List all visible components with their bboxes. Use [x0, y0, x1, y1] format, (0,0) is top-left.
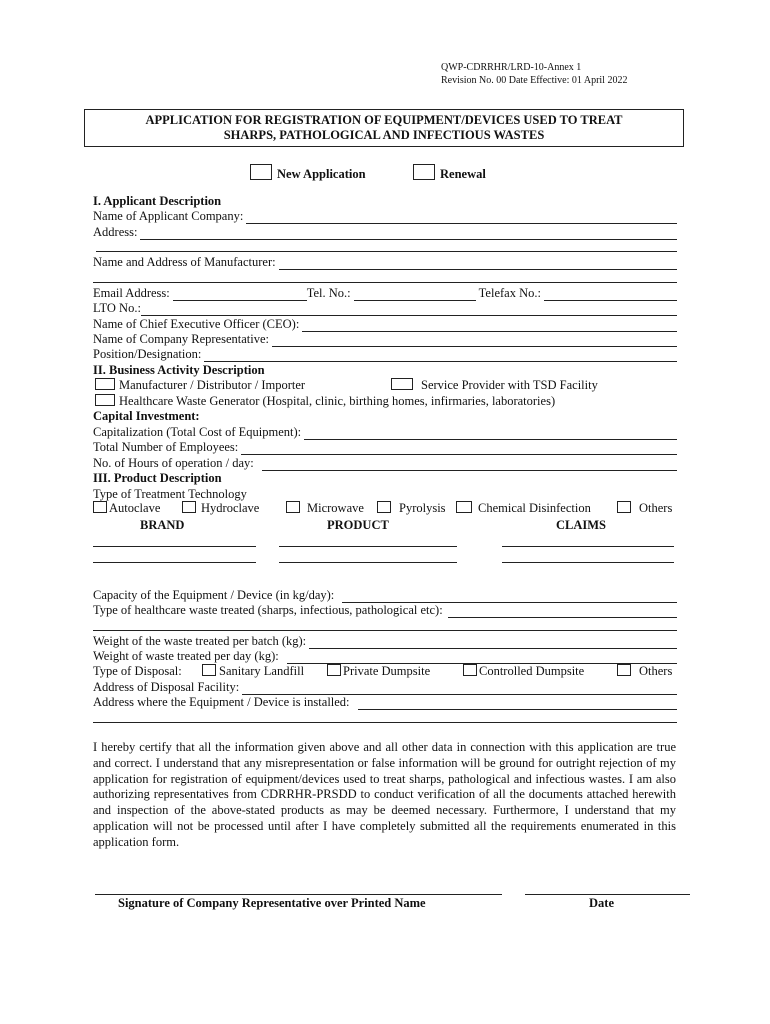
manufacturer-row: [93, 255, 677, 270]
chemical-disinfection-label: Chemical Disinfection: [478, 501, 591, 515]
representative-field[interactable]: [272, 335, 677, 347]
renewal-checkbox[interactable]: [413, 164, 435, 180]
address-label: Address:: [93, 225, 138, 239]
section2-heading: II. Business Activity Description: [93, 363, 265, 377]
disposal-option-controlled[interactable]: [463, 664, 584, 679]
company-name-label: Name of Applicant Company:: [93, 209, 244, 223]
sanitary-landfill-label: Sanitary Landfill: [219, 664, 305, 678]
waste-generator-option[interactable]: [95, 394, 555, 409]
telefax-label: Telefax No.:: [478, 286, 541, 300]
section3-heading: III. Product Description: [93, 471, 222, 485]
new-application-option[interactable]: [250, 164, 366, 182]
brand-column-header: BRAND: [140, 518, 185, 532]
ceo-row: [93, 317, 677, 332]
revision-info: Revision No. 00 Date Effective: 01 April 2022: [441, 75, 628, 86]
capitalization-row: [93, 425, 677, 440]
product-field-2[interactable]: [279, 562, 457, 563]
installed-address-label: Address where the Equipment / Device is installed:: [93, 695, 350, 709]
email-label: Email Address:: [93, 286, 170, 300]
manufacturer-field[interactable]: [279, 258, 677, 270]
disposal-others-label: Others: [639, 664, 673, 678]
email-field[interactable]: [173, 289, 307, 301]
manufacturer-option[interactable]: [95, 378, 305, 393]
position-field[interactable]: [204, 350, 677, 362]
manufacturer-option-label: Manufacturer / Distributor / Importer: [119, 378, 306, 392]
installed-address-row: [93, 695, 677, 710]
weight-batch-field[interactable]: [309, 637, 677, 649]
document-code: QWP-CDRRHR/LRD-10-Annex 1: [441, 62, 582, 73]
form-title-line1: APPLICATION FOR REGISTRATION OF EQUIPMENT/DEVICES USED TO TREAT: [145, 113, 623, 127]
manufacturer-field-line2[interactable]: [93, 282, 677, 283]
telefax-field[interactable]: [544, 289, 677, 301]
private-dumpsite-checkbox[interactable]: [327, 664, 341, 676]
address-row: [93, 225, 677, 240]
hydroclave-checkbox[interactable]: [182, 501, 196, 513]
tech-others-checkbox[interactable]: [617, 501, 631, 513]
employees-label: Total Number of Employees:: [93, 440, 239, 454]
controlled-dumpsite-checkbox[interactable]: [463, 664, 477, 676]
hours-row: [93, 456, 677, 471]
disposal-others-checkbox[interactable]: [617, 664, 631, 676]
section1-heading: I. Applicant Description: [93, 194, 222, 208]
weight-batch-row: [93, 634, 677, 649]
date-label: Date: [589, 896, 614, 910]
form-title-line2: SHARPS, PATHOLOGICAL AND INFECTIOUS WASTES: [223, 128, 545, 142]
employees-field[interactable]: [241, 443, 677, 455]
weight-day-label: Weight of waste treated per day (kg):: [93, 649, 279, 663]
private-dumpsite-label: Private Dumpsite: [343, 664, 431, 678]
capacity-field[interactable]: [342, 591, 677, 603]
tel-field[interactable]: [354, 289, 476, 301]
tel-label: Tel. No.:: [306, 286, 351, 300]
waste-type-label: Type of healthcare waste treated (sharps, infectious, pathological etc):: [93, 603, 443, 617]
tech-option-autoclave[interactable]: [93, 501, 160, 516]
capacity-label: Capacity of the Equipment / Device (in kg/day):: [93, 588, 335, 602]
brand-field-2[interactable]: [93, 562, 256, 563]
tech-option-others[interactable]: [617, 501, 672, 516]
waste-type-field[interactable]: [448, 606, 677, 618]
service-provider-option[interactable]: [391, 378, 598, 393]
waste-generator-checkbox[interactable]: [95, 394, 115, 406]
sanitary-landfill-checkbox[interactable]: [202, 664, 216, 676]
waste-type-field-line2[interactable]: [93, 630, 677, 631]
disposal-address-row: [93, 680, 677, 695]
chemical-disinfection-checkbox[interactable]: [456, 501, 472, 513]
signature-line[interactable]: [95, 894, 502, 895]
hours-field[interactable]: [262, 459, 677, 471]
position-label: Position/Designation:: [93, 347, 202, 361]
service-provider-checkbox[interactable]: [391, 378, 413, 390]
company-name-row: [93, 209, 677, 224]
capitalization-label: Capitalization (Total Cost of Equipment):: [93, 425, 302, 439]
representative-row: [93, 332, 677, 347]
tech-option-hydroclave[interactable]: [182, 501, 259, 516]
ceo-label: Name of Chief Executive Officer (CEO):: [93, 317, 300, 331]
contact-row: [93, 286, 677, 301]
company-name-field[interactable]: [246, 212, 677, 224]
treatment-tech-label: Type of Treatment Technology: [93, 487, 247, 501]
disposal-option-sanitary[interactable]: [202, 664, 304, 679]
address-field[interactable]: [140, 228, 677, 240]
claims-field-1[interactable]: [502, 546, 674, 547]
date-line[interactable]: [525, 894, 690, 895]
weight-day-row: [93, 649, 677, 664]
new-application-label: New Application: [277, 167, 366, 181]
hours-label: No. of Hours of operation / day:: [93, 456, 254, 470]
representative-label: Name of Company Representative:: [93, 332, 269, 346]
pyrolysis-label: Pyrolysis: [399, 501, 446, 515]
product-field-1[interactable]: [279, 546, 457, 547]
tech-option-chemical[interactable]: [456, 501, 591, 516]
claims-column-header: CLAIMS: [556, 518, 607, 532]
waste-type-row: [93, 603, 677, 618]
tech-option-pyrolysis[interactable]: [377, 501, 446, 516]
product-column-header: PRODUCT: [327, 518, 389, 532]
lto-field[interactable]: [141, 304, 677, 316]
certification-paragraph: I hereby certify that all the information given above and all other data in connection with this application are true and correct. I understand that any misrepresentation or false information will be ground for outright rejection of my application for registration of equipment/devices used to treat sharps, pathological and infectious wastes. I am also authorizing representatives from CDRRHR-PRSDD to conduct verification of all the documents attached herewith and inspection of the above-stated products as may be deemed necessary. Furthermore, I understand that my application will not be processed until after I have completely submitted all the requirements enumerated in this application form.: [93, 740, 676, 849]
disposal-address-field[interactable]: [242, 683, 677, 695]
disposal-address-label: Address of Disposal Facility:: [93, 680, 240, 694]
brand-field-1[interactable]: [93, 546, 256, 547]
signature-label: Signature of Company Representative over Printed Name: [118, 896, 426, 910]
waste-generator-label: Healthcare Waste Generator (Hospital, clinic, birthing homes, infirmaries, laboratories): [119, 394, 556, 408]
installed-address-field-line2[interactable]: [93, 722, 677, 723]
employees-row: [93, 440, 677, 455]
tech-option-microwave[interactable]: [286, 501, 364, 516]
autoclave-label: Autoclave: [109, 501, 161, 515]
disposal-label: Type of Disposal:: [93, 664, 182, 678]
lto-row: [93, 301, 677, 316]
installed-address-field[interactable]: [358, 698, 677, 710]
weight-day-field[interactable]: [287, 652, 677, 664]
tech-others-label: Others: [639, 501, 673, 515]
service-provider-label: Service Provider with TSD Facility: [421, 378, 598, 392]
form-title-box: [84, 109, 684, 147]
new-application-checkbox[interactable]: [250, 164, 272, 180]
manufacturer-checkbox[interactable]: [95, 378, 115, 390]
capital-investment-heading: Capital Investment:: [93, 409, 200, 423]
disposal-option-private[interactable]: [327, 664, 430, 679]
address-field-line2[interactable]: [96, 251, 677, 252]
capitalization-field[interactable]: [304, 428, 677, 440]
renewal-label: Renewal: [440, 167, 486, 181]
controlled-dumpsite-label: Controlled Dumpsite: [479, 664, 585, 678]
microwave-label: Microwave: [307, 501, 364, 515]
pyrolysis-checkbox[interactable]: [377, 501, 391, 513]
weight-batch-label: Weight of the waste treated per batch (kg):: [93, 634, 307, 648]
autoclave-checkbox[interactable]: [93, 501, 107, 513]
capacity-row: [93, 588, 677, 603]
manufacturer-label: Name and Address of Manufacturer:: [93, 255, 276, 269]
lto-label: LTO No.:: [93, 301, 141, 315]
position-row: [93, 347, 677, 362]
renewal-option[interactable]: [413, 164, 486, 182]
claims-field-2[interactable]: [502, 562, 674, 563]
microwave-checkbox[interactable]: [286, 501, 300, 513]
hydroclave-label: Hydroclave: [201, 501, 260, 515]
disposal-option-others[interactable]: [617, 664, 672, 679]
ceo-field[interactable]: [302, 320, 677, 332]
